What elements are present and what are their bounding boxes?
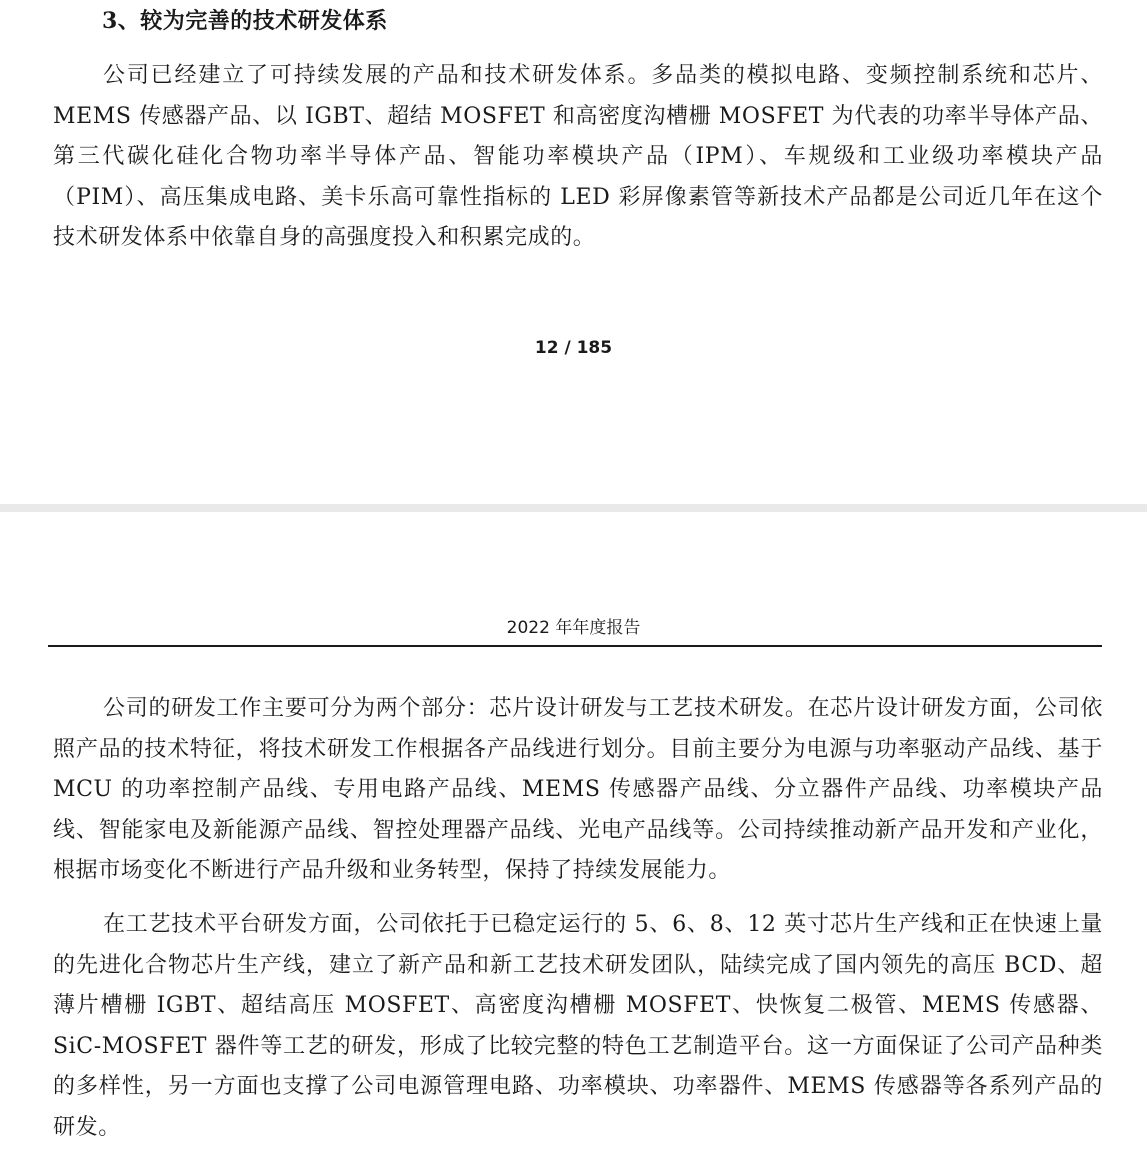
document-page-bottom	[0, 512, 1147, 1157]
body-paragraph: 公司已经建立了可持续发展的产品和技术研发体系。多品类的模拟电路、变频控制系统和芯片、MEMS 传感器产品、以 IGBT、超结 MOSFET 和高密度沟槽栅 MOSFET 为代表的功率半导体产品、第三代碳化硅化合物功率半导体产品、智能功率模块产品（IPM）、车规级和工业级功率模块产品（PIM）、高压集成电路、美卡乐高可靠性指标的 LED 彩屏像素管等新技术产品都是公司近几年在这个技术研发体系中依靠自身的高强度投入和积累完成的。	[53, 63, 1103, 250]
document-page-top	[0, 0, 1147, 504]
body-paragraph: 公司的研发工作主要可分为两个部分：芯片设计研发与工艺技术研发。在芯片设计研发方面，公司依照产品的技术特征，将技术研发工作根据各产品线进行划分。目前主要分为电源与功率驱动产品线、基于 MCU 的功率控制产品线、专用电路产品线、MEMS 传感器产品线、分立器件产品线、功率模块产品线、智能家电及新能源产品线、智控处理器产品线、光电产品线等。公司持续推动新产品开发和产业化，根据市场变化不断进行产品升级和业务转型，保持了持续发展能力。	[53, 696, 1103, 883]
page-number: 12 / 185	[534, 338, 613, 358]
header-divider	[48, 645, 1102, 647]
body-paragraph: 在工艺技术平台研发方面，公司依托于已稳定运行的 5、6、8、12 英寸芯片生产线和正在快速上量的先进化合物芯片生产线，建立了新产品和新工艺技术研发团队，陆续完成了国内领先的高压 BCD、超薄片槽栅 IGBT、超结高压 MOSFET、高密度沟槽栅 MOSFET、快恢复二极管、MEMS 传感器、SiC-MOSFET 器件等工艺的研发，形成了比较完整的特色工艺制造平台。这一方面保证了公司产品种类的多样性，另一方面也支撑了公司电源管理电路、功率模块、功率器件、MEMS 传感器等各系列产品的研发。	[53, 912, 1103, 1140]
running-header: 2022 年年度报告	[506, 618, 641, 638]
section-heading: 3、较为完善的技术研发体系	[102, 8, 388, 34]
